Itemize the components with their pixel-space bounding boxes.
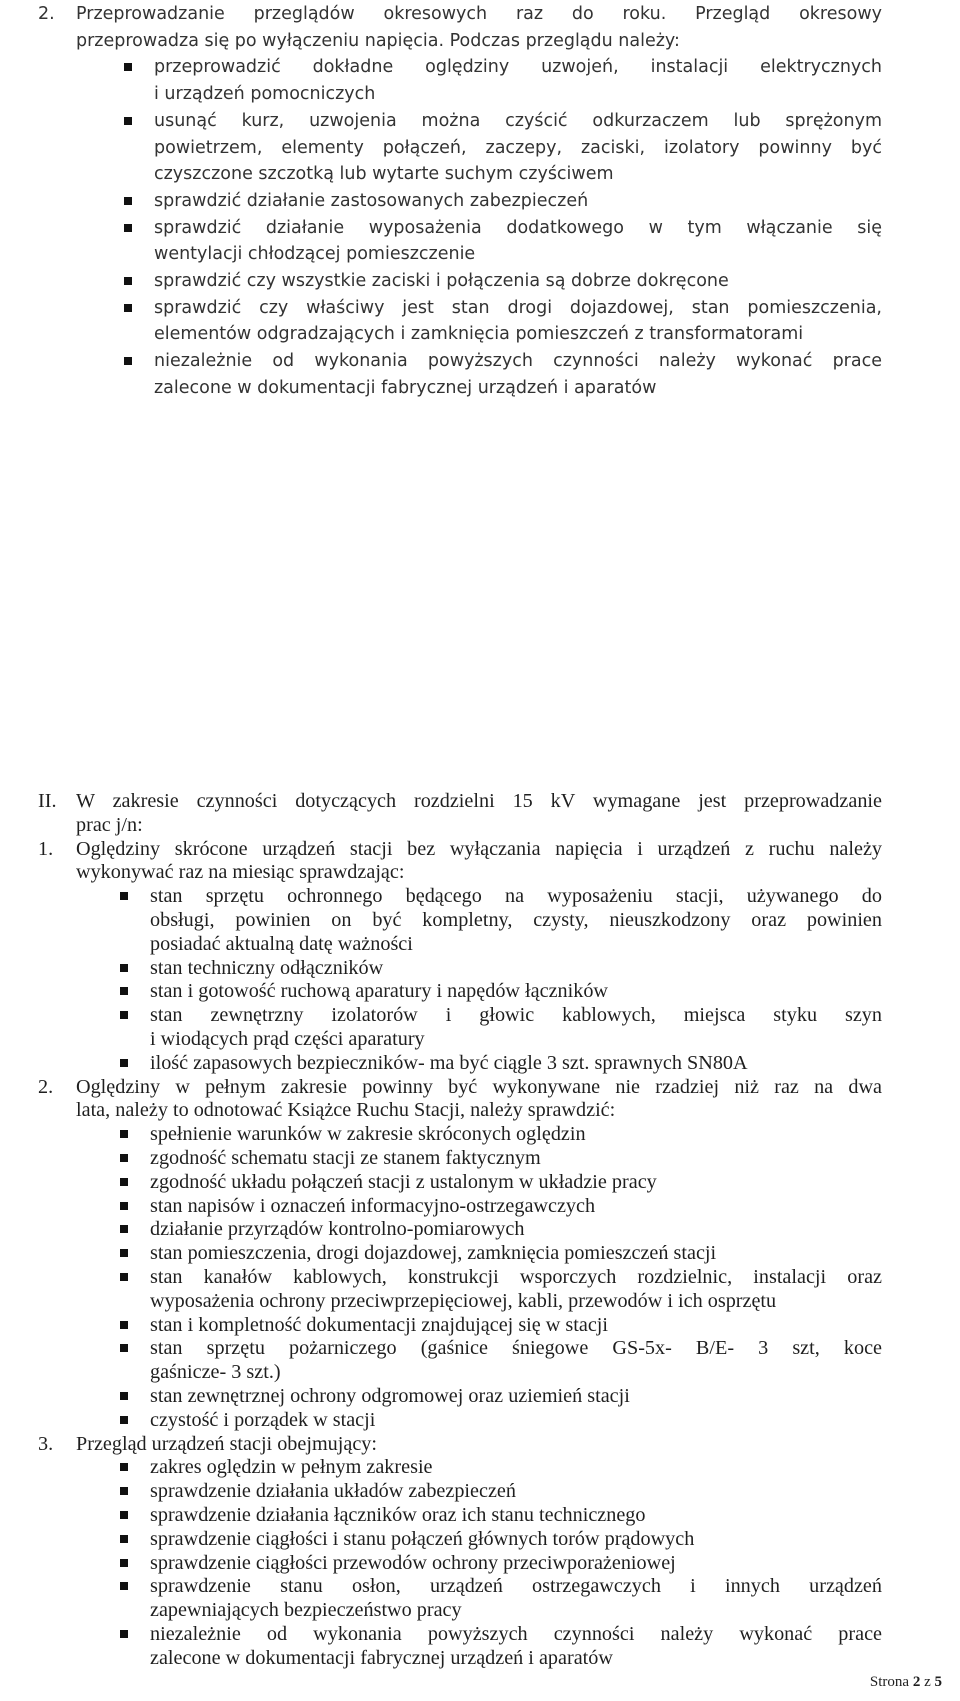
square-bullet-icon [120,1392,128,1400]
square-bullet-icon [120,987,128,995]
square-bullet-icon [120,1559,128,1567]
bullet-line: stan kanałów kablowych, konstrukcji wsporczych rozdzielnic, instalacji oraz [150,1266,882,1288]
square-bullet-icon [124,63,132,71]
footer-total-pages: 5 [934,1674,942,1690]
bullet-line: sprawdzenie ciągłości przewodów ochrony przeciwporażeniowej [150,1551,676,1574]
item-line: Oględziny skrócone urządzeń stacji bez wyłączania napięcia i urządzeń z ruchu należy [76,837,882,860]
item-line: lata, należy to odnotować Książce Ruchu Stacji, należy sprawdzić: [76,1099,616,1122]
footer-current-page: 2 [912,1674,921,1690]
bullet-line: sprawdzenie ciągłości i stanu połączeń głównych torów prądowych [150,1527,695,1550]
bullet-line: ilość zapasowych bezpieczników- ma być ciągle 3 szt. sprawnych SN80A [150,1051,748,1074]
item-number: 2. [38,1075,54,1098]
bullet-line: elementów odgradzających i zamknięcia pomieszczeń z transformatorami [154,324,804,345]
square-bullet-icon [124,117,132,125]
square-bullet-icon [120,1273,128,1281]
square-bullet-icon [120,1630,128,1638]
square-bullet-icon [120,1321,128,1329]
bullet-line: zakres oględzin w pełnym zakresie [150,1456,433,1479]
bullet-line: wyposażenia ochrony przeciwprzepięciowej, kabli, przewodów i ich osprzętu [150,1289,777,1312]
section-heading-line: W zakresie czynności dotyczących rozdzielni 15 kV wymagane jest przeprowadzanie [76,790,882,812]
bullet-line: stan zewnętrznej ochrony odgromowej oraz uziemień stacji [150,1385,630,1407]
square-bullet-icon [124,277,132,285]
square-bullet-icon [120,1535,128,1543]
section-numeral: II. [38,790,57,812]
bullet-line: stan sprzętu pożarniczego (gaśnice śniegowe GS-5x- B/E- 3 szt, koce [150,1337,882,1360]
bullet-line: czyszczone szczotką lub wytarte suchym czyściwem [154,164,614,185]
bullet-line: zgodność schematu stacji ze stanem faktycznym [150,1147,541,1169]
bullet-line: wentylacji chłodzącej pomieszczenie [154,244,476,265]
square-bullet-icon [120,964,128,972]
bullet-line: sprawdzić czy wszystkie zaciski i połączenia są dobrze dokręcone [154,271,729,291]
square-bullet-icon [120,892,128,900]
square-bullet-icon [120,1130,128,1138]
square-bullet-icon [120,1463,128,1471]
bullet-line: czystość i porządek w stacji [150,1408,376,1431]
bullet-line: sprawdzić działanie zastosowanych zabezpieczeń [154,190,589,211]
bullet-line: powietrzem, elementy połączeń, zaczepy, zaciski, izolatory powinny być [154,137,882,158]
footer-separator: z [920,1674,935,1690]
footer-prefix: Strona [869,1674,913,1690]
section-heading-line: prac j/n: [76,813,143,836]
square-bullet-icon [120,1154,128,1162]
square-bullet-icon [120,1059,128,1067]
paragraph-line: przeprowadza się po wyłączeniu napięcia. Podczas przeglądu należy: [76,30,680,51]
bullet-line: stan i kompletność dokumentacji znajdującej się w stacji [150,1313,609,1336]
bullet-line: sprawdzenie stanu osłon, urządzeń ostrzegawczych i innych urządzeń [150,1575,882,1598]
square-bullet-icon [124,224,132,232]
square-bullet-icon [120,1511,128,1519]
square-bullet-icon [120,1249,128,1257]
bullet-line: zalecone w dokumentacji fabrycznej urządzeń i aparatów [154,377,657,398]
bullet-line: gaśnicze- 3 szt.) [150,1361,281,1384]
bullet-line: sprawdzić działanie wyposażenia dodatkowego w tym włączanie się [154,217,882,238]
item-line: Przegląd urządzeń stacji obejmujący: [76,1432,377,1455]
square-bullet-icon [124,304,132,312]
bullet-line: stan i gotowość ruchową aparatury i napędów łączników [150,980,608,1003]
bullet-line: niezależnie od wykonania powyższych czynności należy wykonać prace [150,1623,882,1645]
square-bullet-icon [120,1225,128,1233]
item-number: 3. [38,1432,54,1455]
bullet-line: obsługi, powinien on być kompletny, czysty, nieuszkodzony oraz powinien [150,909,882,931]
square-bullet-icon [124,357,132,365]
paragraph-line: Przeprowadzanie przeglądów okresowych raz do roku. Przegląd okresowy [76,4,882,24]
item-line: Oględziny w pełnym zakresie powinny być wykonywane nie rzadziej niż raz na dwa [76,1075,882,1098]
square-bullet-icon [120,1487,128,1495]
bullet-line: działanie przyrządów kontrolno-pomiarowych [150,1218,525,1241]
square-bullet-icon [124,197,132,205]
square-bullet-icon [120,1582,128,1590]
bullet-line: zalecone w dokumentacji fabrycznej urządzeń i aparatów [150,1646,613,1669]
bullet-line: usunąć kurz, uzwojenia można czyścić odkurzaczem lub sprężonym [154,110,882,131]
page-footer [870,1674,942,1691]
bullet-line: stan zewnętrzny izolatorów i głowic kablowych, miejsca styku szyn [150,1004,882,1027]
item-number: 1. [38,837,54,860]
bullet-line: stan sprzętu ochronnego będącego na wyposażeniu stacji, używanego do [150,885,882,908]
bullet-line: niezależnie od wykonania powyższych czynności należy wykonać prace [154,351,882,372]
bullet-line: i wiodących prąd części aparatury [150,1028,425,1050]
bullet-line: posiadać aktualną datę ważności [150,932,413,955]
bullet-line: zgodność układu połączeń stacji z ustalonym w układzie pracy [150,1170,657,1193]
bullet-line: spełnienie warunków w zakresie skróconych oględzin [150,1123,586,1146]
bullet-line: sprawdzenie działania łączników oraz ich stanu technicznego [150,1504,646,1526]
bullet-line: sprawdzenie działania układów zabezpieczeń [150,1480,516,1503]
bullet-line: stan napisów i oznaczeń informacyjno-ostrzegawczych [150,1194,596,1217]
bullet-line: zapewniających bezpieczeństwo pracy [150,1599,462,1622]
item-line: wykonywać raz na miesiąc sprawdzając: [76,861,405,884]
square-bullet-icon [120,1416,128,1424]
bullet-line: przeprowadzić dokładne oględziny uzwojeń, instalacji elektrycznych [154,57,882,78]
square-bullet-icon [120,1344,128,1352]
bullet-line: i urządzeń pomocniczych [154,84,376,105]
square-bullet-icon [120,1178,128,1186]
bullet-line: stan pomieszczenia, drogi dojazdowej, zamknięcia pomieszczeń stacji [150,1242,717,1265]
bullet-line: sprawdzić czy właściwy jest stan drogi dojazdowej, stan pomieszczenia, [154,297,882,318]
item-number: 2. [38,4,55,24]
bullet-line: stan techniczny odłączników [150,956,384,979]
square-bullet-icon [120,1202,128,1210]
square-bullet-icon [120,1011,128,1019]
